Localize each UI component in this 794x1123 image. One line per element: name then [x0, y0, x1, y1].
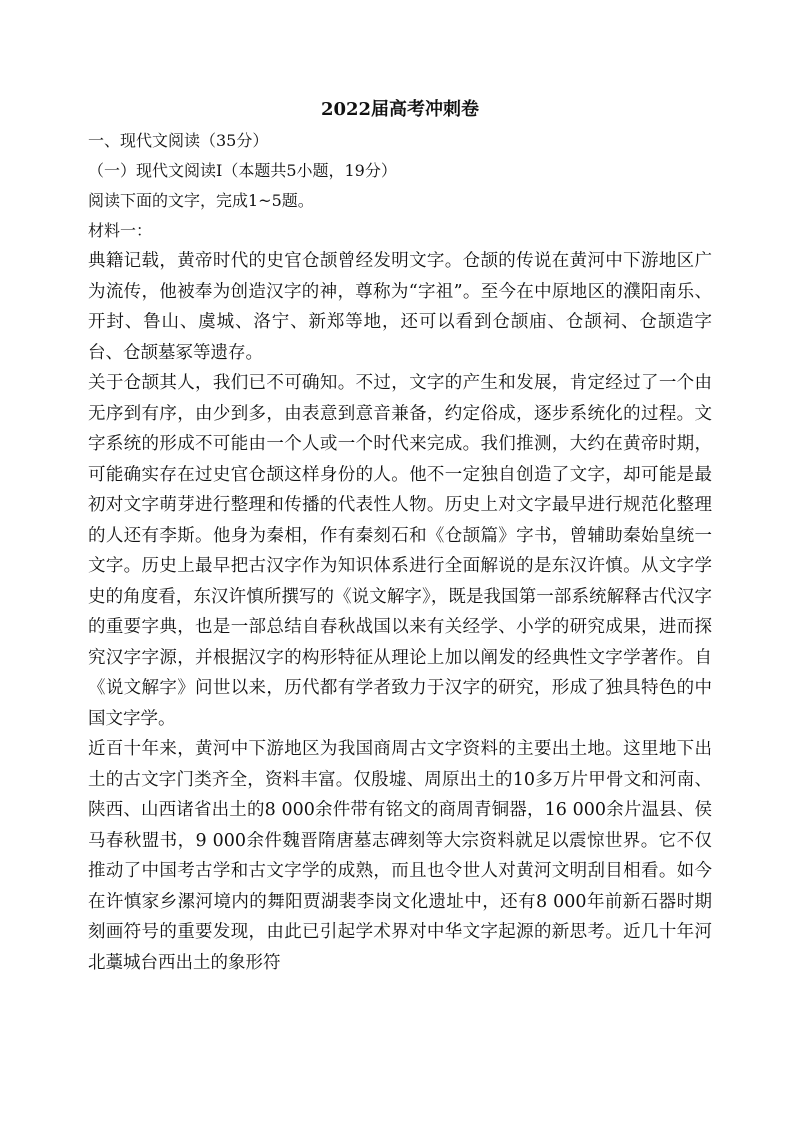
subsection-heading: （一）现代文阅读Ⅰ（本题共5小题，19分） — [88, 161, 397, 180]
exam-title: 2022届高考冲刺卷 — [320, 99, 480, 120]
body-paragraph: 关于仓颉其人，我们已不可确知。不过，文字的产生和发展，肯定经过了一个由无序到有序，由少到多，由表意到意音兼备，约定俗成，逐步系统化的过程。文字系统的形成不可能由一个人或一个时代来完成。我们推测，大约在黄帝时期，可能确实存在过史官仓颉这样身份的人。他不一定独自创造了文字，却可能是最初对文字萌芽进行整理和传播的代表性人物。历史上对文字最早进行规范化整理的人还有李斯。他身为秦相，作有秦刻石和《仓颉篇》字书，曾辅助秦始皇统一文字。历史上最早把古汉字作为知识体系进行全面解说的是东汉许慎。从文字学史的角度看，东汉许慎所撰写的《说文解字》，既是我国第一部系统解释古代汉字的重要字典，也是一部总结自春秋战国以来有关经学、小学的研究成果，进而探究汉字字源，并根据汉字的构形特征从理论上加以阐发的经典性文字学著作。自《说文解字》问世以来，历代都有学者致力于汉字的研究，形成了独具特色的中国文字学。 — [88, 373, 712, 729]
body-paragraph: 近百十年来，黄河中下游地区为我国商周古文字资料的主要出土地。这里地下出土的古文字门类齐全，资料丰富。仅殷墟、周原出土的10多万片甲骨文和河南、陕西、山西诸省出土的8 000余件带有铭文的商周青铜器，16 000余片温县、侯马春秋盟书，9 000余件魏晋隋唐墓志碑刻等大宗资料就足以震惊世界。它不仅推动了中国考古学和古文字学的成熟，而且也令世人对黄河文明刮目相看。如今在许慎家乡漯河境内的舞阳贾湖裴李岗文化遗址中，还有8 000年前新石器时期刻画符号的重要发现，由此已引起学术界对中华文字起源的新思考。近几十年河北藁城台西出土的象形符 — [88, 739, 712, 973]
body-paragraph: 典籍记载，黄帝时代的史官仓颉曾经发明文字。仓颉的传说在黄河中下游地区广为流传，他被奉为创造汉字的神，尊称为“字祖”。至今在中原地区的濮阳南乐、开封、鲁山、虞城、洛宁、新郑等地，还可以看到仓颉庙、仓颉祠、仓颉造字台、仓颉墓冢等遗存。 — [88, 251, 712, 363]
reading-instruction: 阅读下面的文字，完成1~5题。 — [88, 191, 314, 210]
exam-page — [88, 96, 712, 978]
material-label: 材料一： — [88, 221, 153, 240]
section-heading: 一、现代文阅读（35分） — [88, 131, 269, 150]
